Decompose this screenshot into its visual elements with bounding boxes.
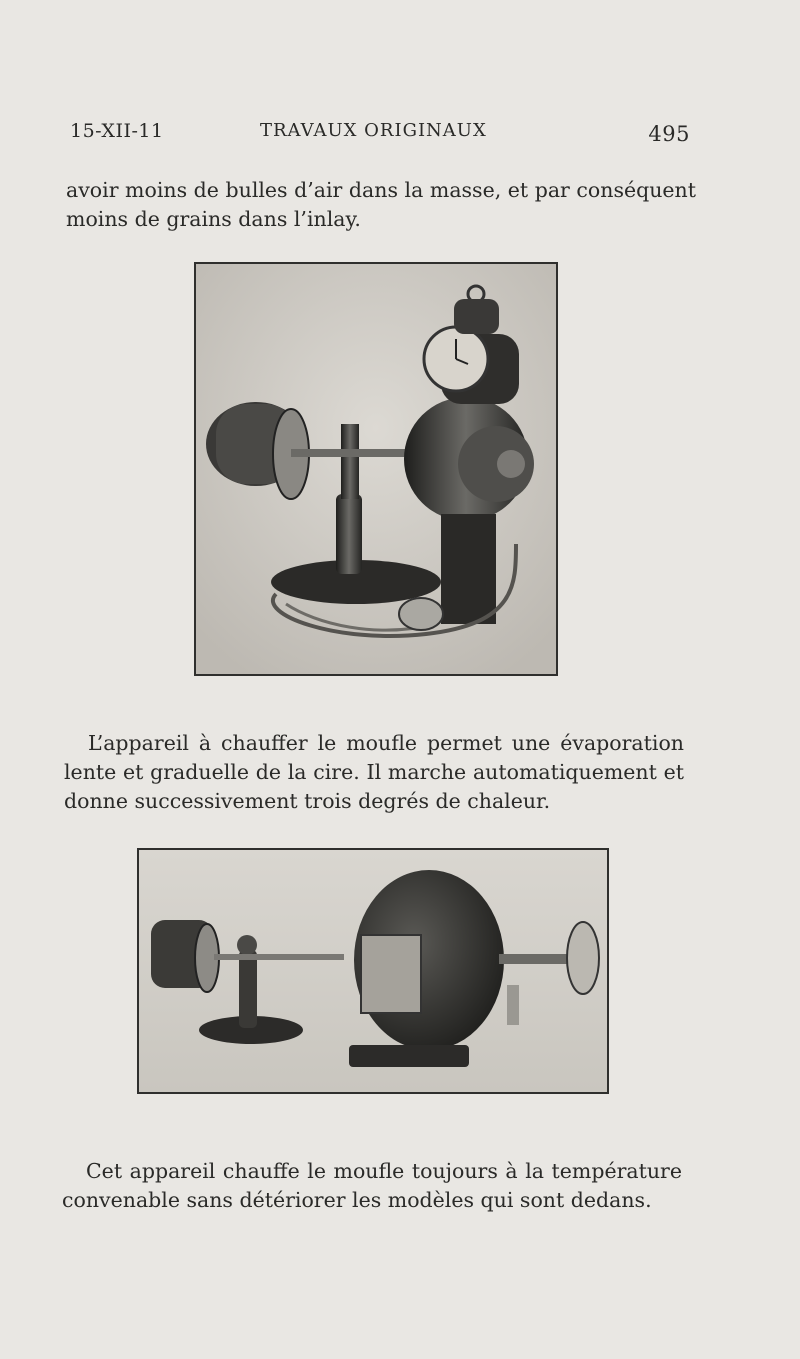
caption-paragraph-2: Cet appareil chauffe le moufle toujours à la température convenable sans détériorer les modèles qui sont dedans. bbox=[62, 1158, 682, 1212]
motor-apparatus-illustration bbox=[139, 850, 607, 1092]
header-section-title: TRAVAUX ORIGINAUX bbox=[260, 120, 487, 141]
figure-motor-apparatus-photo bbox=[137, 848, 609, 1094]
page-header bbox=[70, 120, 690, 148]
header-date: 15-XII-11 bbox=[70, 120, 164, 142]
page-number: 495 bbox=[648, 122, 690, 146]
figure-muffle-heater-photo bbox=[194, 262, 558, 676]
caption-paragraph-1: L’appareil à chauffer le moufle permet une évaporation lente et graduelle de la cire. Il marche automatiquement et donne successivement trois degrés de chaleur. bbox=[64, 730, 684, 813]
muffle-heater-illustration bbox=[196, 264, 556, 674]
intro-paragraph: avoir moins de bulles d’air dans la masse, et par conséquent moins de grains dans l’inlay. bbox=[66, 177, 696, 231]
